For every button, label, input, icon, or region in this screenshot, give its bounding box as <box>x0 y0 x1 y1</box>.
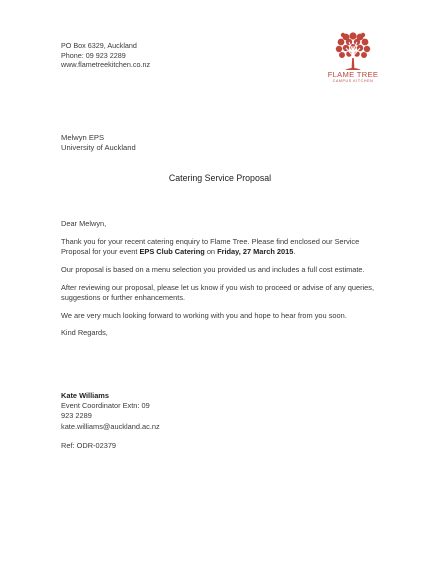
signatory-title-line1: Event Coordinator Extn: 09 <box>61 401 150 411</box>
letter-body <box>61 219 381 346</box>
tree-icon <box>331 26 375 70</box>
paragraph-proposal: Our proposal is based on a menu selection you provided us and includes a full cost estimate. <box>61 264 365 274</box>
signatory-title-line2: 923 2289 <box>61 411 92 421</box>
event-date: Friday, 27 March 2015 <box>217 247 294 256</box>
recipient-organization: University of Auckland <box>61 143 136 153</box>
recipient-name: Melwyn EPS <box>61 133 105 142</box>
sender-phone: Phone: 09 923 2289 <box>61 50 126 60</box>
paragraph-intro <box>61 237 381 257</box>
sender-address <box>61 41 150 70</box>
letter-heading: Catering Service Proposal <box>168 173 272 183</box>
signatory-email: kate.williams@auckland.ac.nz <box>61 421 160 431</box>
intro-text: Thank you for your recent catering enquiry to Flame Tree. Please find enclosed our Service Proposal for your event <box>61 236 360 256</box>
intro-end: . <box>293 247 296 256</box>
logo-tagline: CAMPUS KITCHEN <box>332 79 374 83</box>
sender-website: www.flametreekitchen.co.nz <box>61 60 151 70</box>
reference-number: Ref: ODR-02379 <box>61 441 117 450</box>
sender-po-box: PO Box 6329, Auckland <box>61 41 137 50</box>
salutation: Dear Melwyn, <box>61 219 107 228</box>
recipient-address <box>61 133 136 154</box>
signatory-name: Kate Williams <box>61 391 109 400</box>
flame-tree-logo <box>318 26 388 92</box>
intro-on: on <box>204 247 218 256</box>
paragraph-closing: We are very much looking forward to working with you and hope to hear from you soon. <box>61 310 347 320</box>
signature-block <box>61 391 160 432</box>
event-name: EPS Club Catering <box>139 247 205 256</box>
paragraph-review: After reviewing our proposal, please let us know if you wish to proceed or advise of any queries, suggestions or further enhancements. <box>61 282 375 302</box>
closing: Kind Regards, <box>61 328 108 338</box>
logo-name: FLAME TREE <box>327 70 379 79</box>
